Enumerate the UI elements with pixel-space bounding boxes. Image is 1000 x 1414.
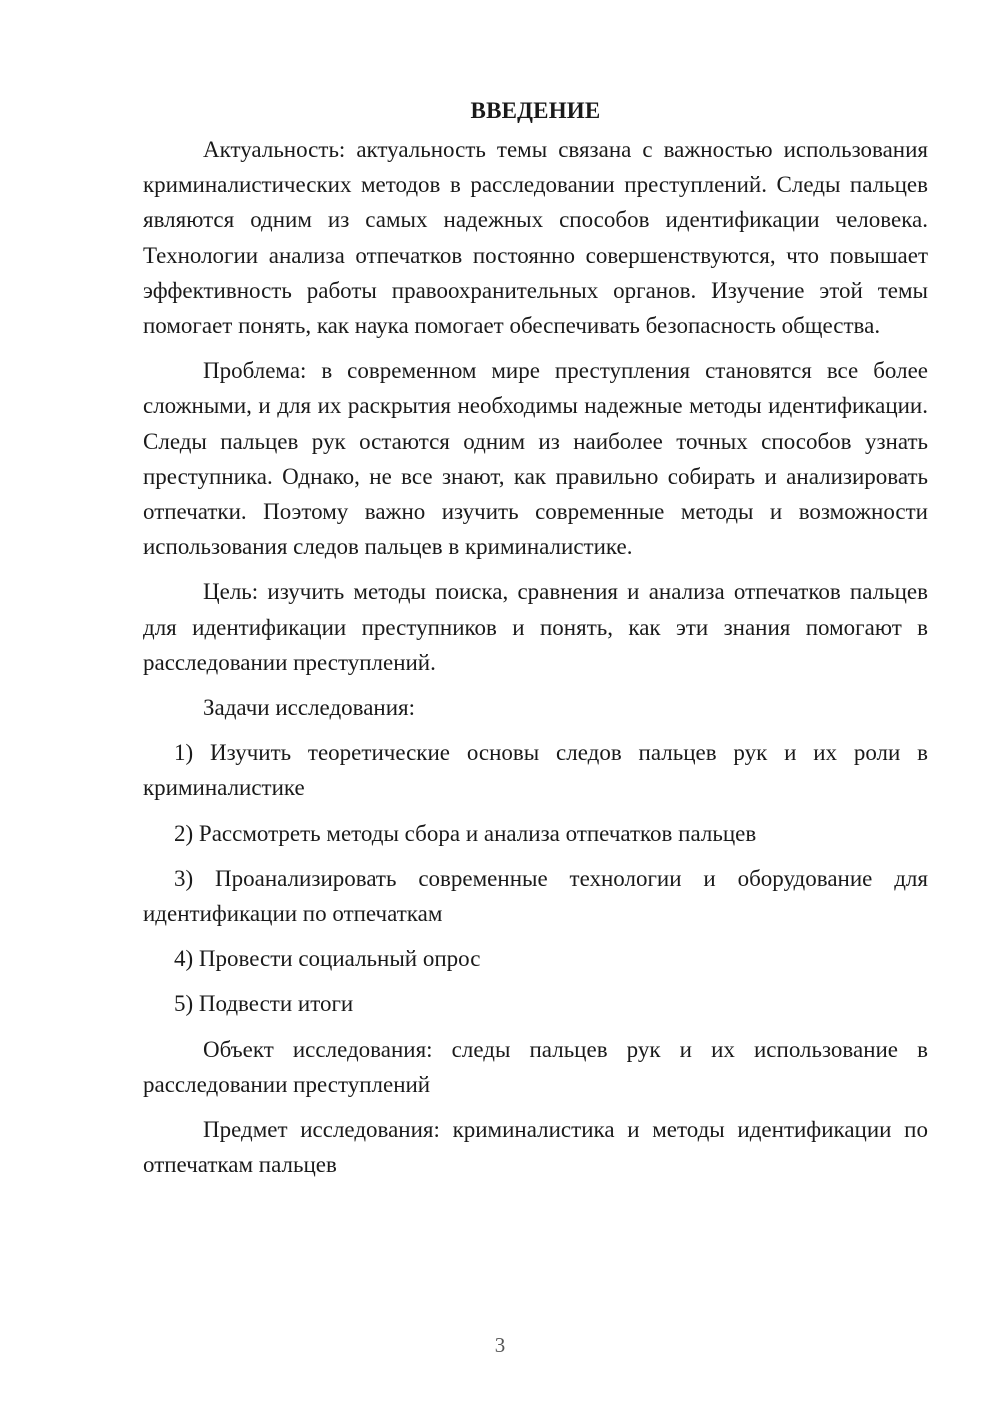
task-item: 3) Проанализировать современные технологии и оборудование для идентификации по отпечаткам [143,865,928,927]
paragraph-problem: Проблема: в современном мире преступления становятся все более сложными, и для их раскрытия необходимы надежные методы идентификации. Следы пальцев рук остаются одним из наиболее точных способов узнать преступника. Однако, не все знают, как правильно собирать и анализировать отпечатки. Поэтому важно изучить современные методы и возможности использования следов пальцев в криминалистике. [143,358,928,560]
page-number: 3 [494,1333,506,1357]
paragraph-subject: Предмет исследования: криминалистика и методы идентификации по отпечаткам пальцев [143,1117,928,1178]
tasks-heading: Задачи исследования: [203,695,416,721]
task-item: 4) Провести социальный опрос [174,946,481,972]
task-item: 1) Изучить теоретические основы следов пальцев рук и их роли в криминалистике [143,740,928,801]
task-item: 2) Рассмотреть методы сбора и анализа отпечатков пальцев [174,820,757,846]
paragraph-object: Объект исследования: следы пальцев рук и их использование в расследовании преступлений [143,1036,928,1097]
task-item: 5) Подвести итоги [174,991,354,1017]
page-content [143,93,928,1192]
paragraph-goal: Цель: изучить методы поиска, сравнения и анализа отпечатков пальцев для идентификации преступников и понять, как эти знания помогают в расследовании преступлений. [143,579,928,675]
paragraph-relevance: Актуальность: актуальность темы связана с важностью использования криминалистических методов в расследовании преступлений. Следы пальцев являются одним из самых надежных способов идентификации человека. Технологии анализа отпечатков постоянно совершенствуются, что повышает эффективность работы правоохранительных органов. Изучение этой темы помогает понять, как наука помогает обеспечивать безопасность общества. [143,137,928,339]
section-heading: ВВЕДЕНИЕ [470,98,601,123]
